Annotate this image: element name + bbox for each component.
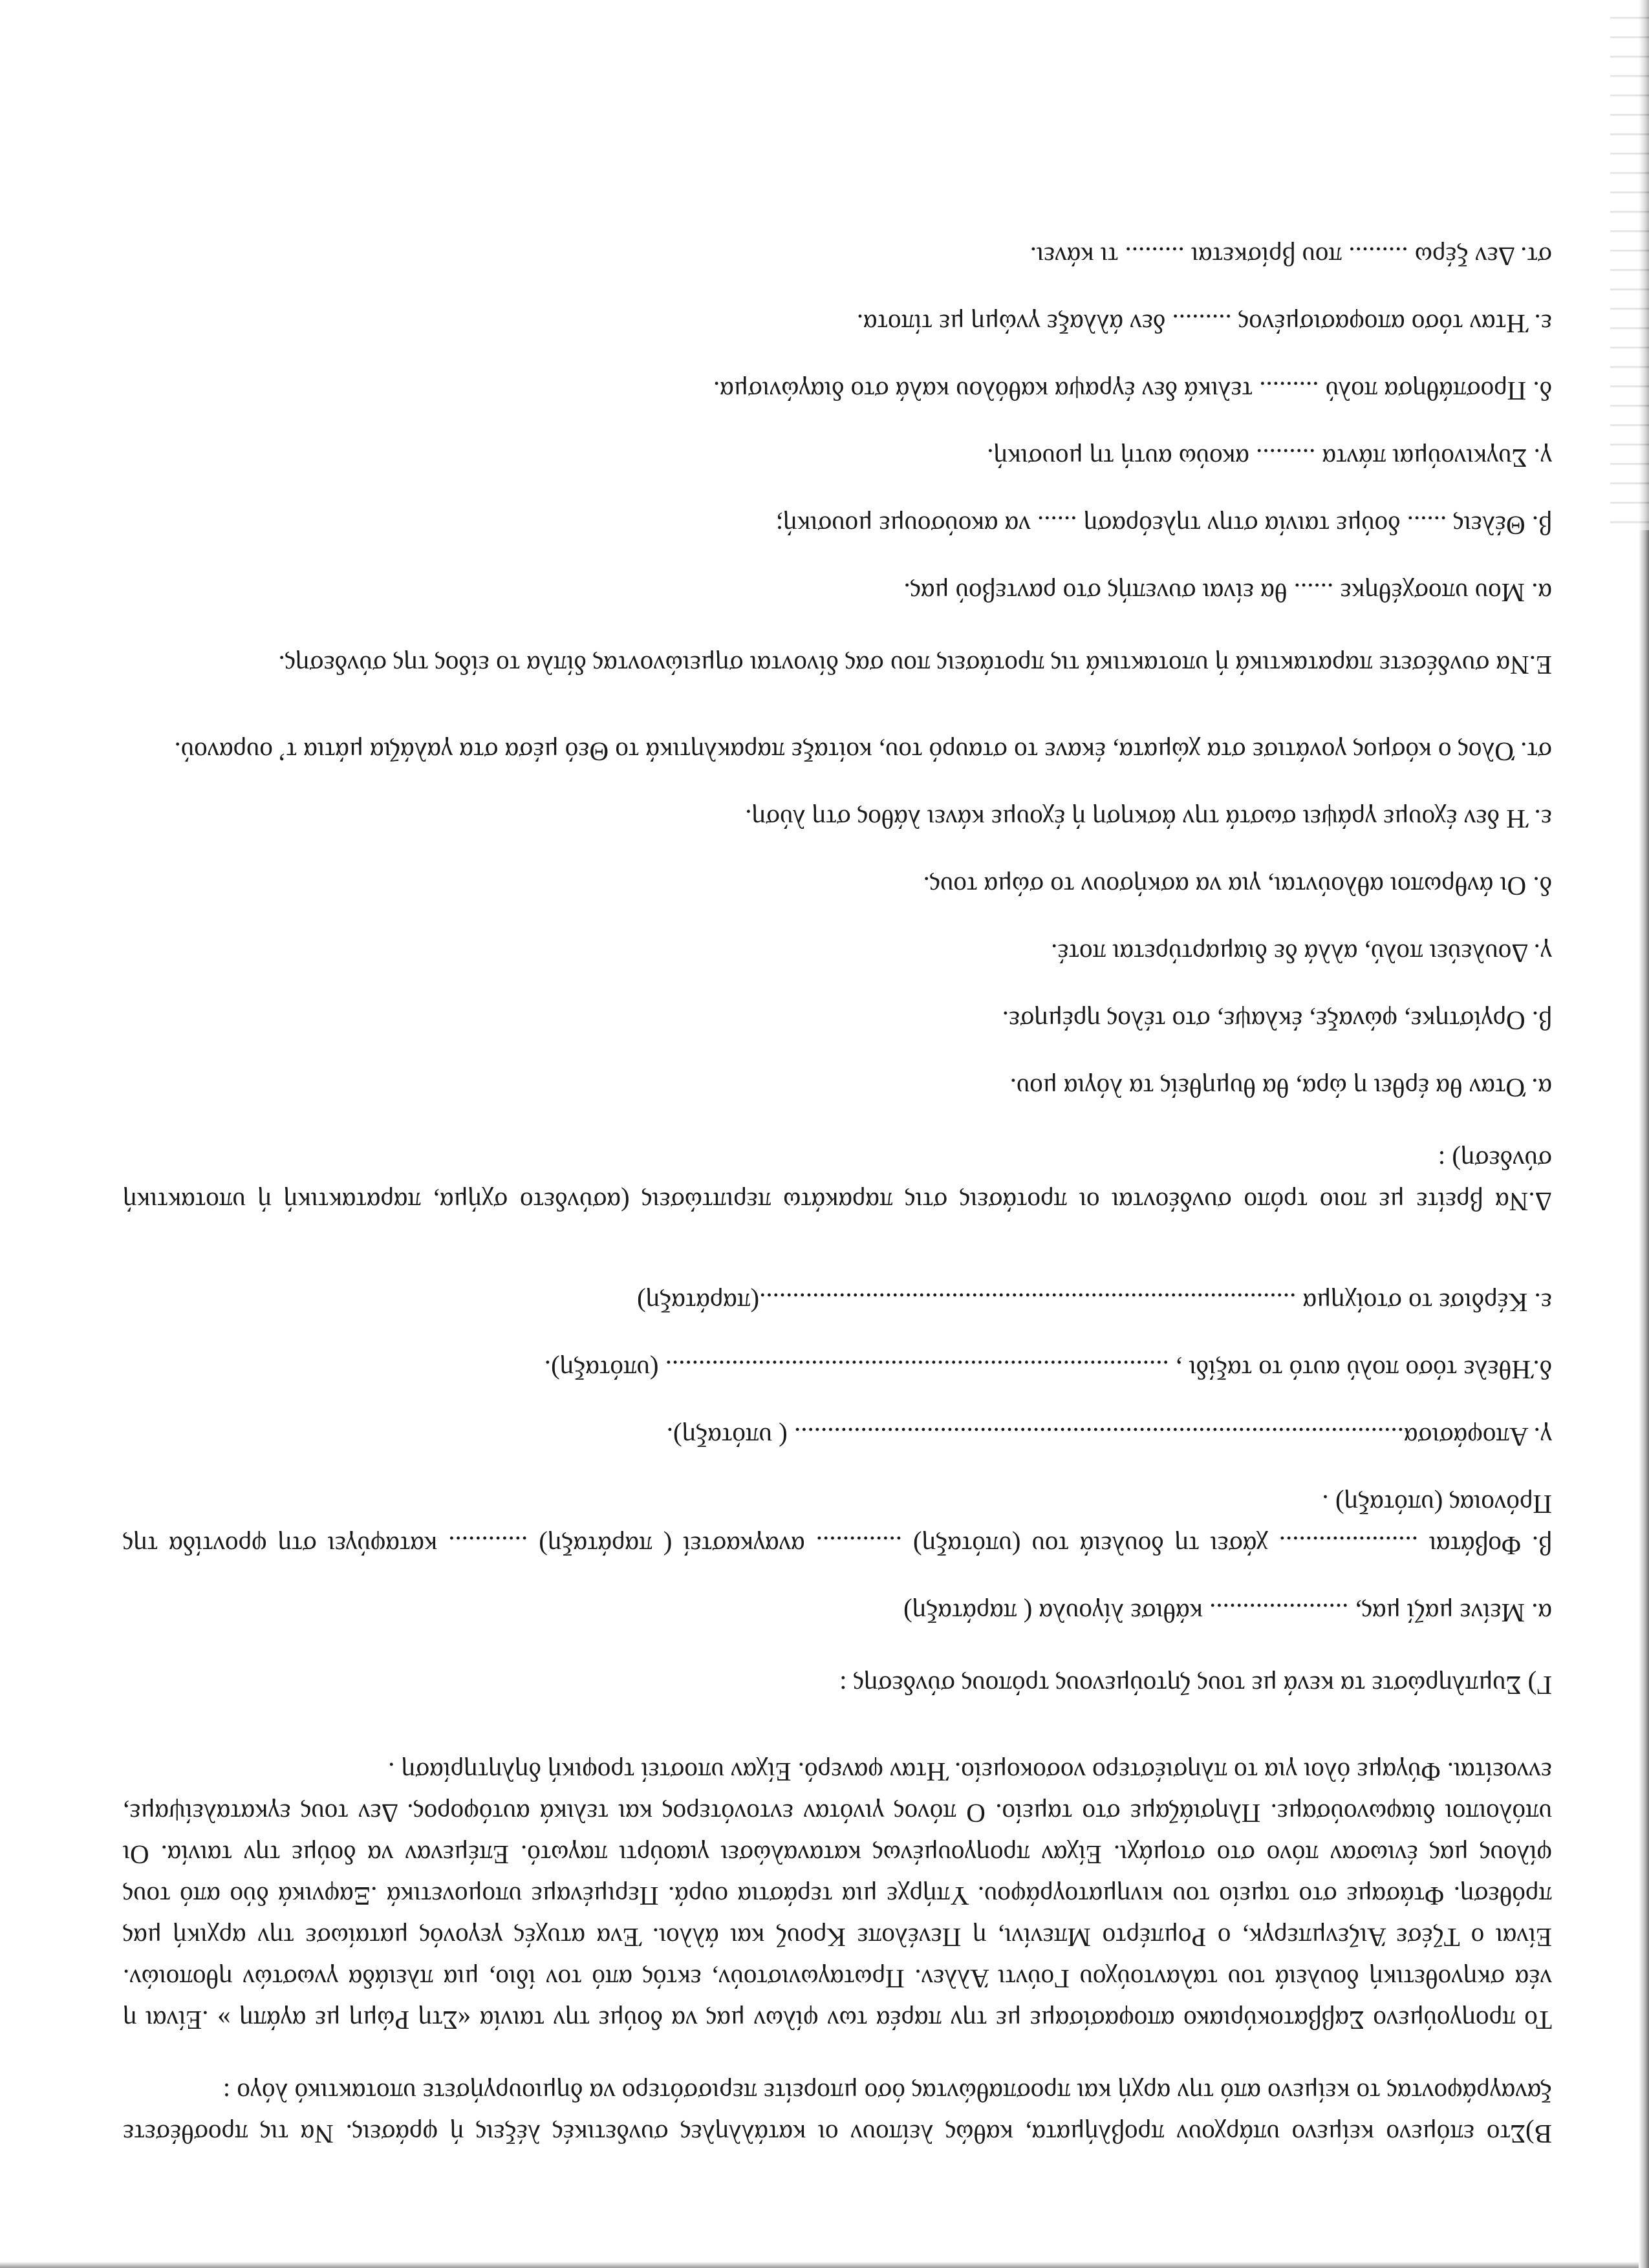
section-g xyxy=(123,1282,1552,1706)
section-e-heading: Ε.Να συνδέσετε παρατακτικά ή υποτακτικά τις προτάσεις που σας δίνονται σημειώνοντας δίπλα το είδος της σύνδεσης. xyxy=(278,650,1552,680)
section-e-item-f: στ. Δεν ξέρω ......... που βρίσκεται ......... τι κάνει. xyxy=(1029,242,1552,272)
section-d-item-f: στ. Όλος ο κόσμος γονάτισε στα χώματα, έκανε το σταυρό του, κοίταξε παρακλητικά το Θεό μέσα στα γαλάζια μάτια τ’ ουρανού. xyxy=(174,737,1552,767)
section-g-item-a: α. Μείνε μαζί μας, ..................... κάθισε λίγουλα ( παράταξη) xyxy=(903,1598,1552,1628)
section-b xyxy=(123,1751,1552,2155)
scan-edge-shadow-top xyxy=(0,2262,1649,2268)
section-g-item-d: δ.Ήθελε τόσο πολύ αυτό το ταξίδι , ............................................................................ (υπόταξη). xyxy=(544,1355,1552,1385)
section-d-item-d: δ. Οι άνθρωποι αθλούνται, για να ασκήσουν το σώμα τους. xyxy=(923,872,1552,901)
section-e xyxy=(123,236,1552,686)
section-e-item-d: δ. Προσπάθησα πολύ ......... τελικά δεν έγραψα καθόλου καλά στο διαγώνισμα. xyxy=(713,376,1552,406)
section-b-heading: Β)Στο επόμενο κείμενο υπάρχουν προβλήματα, καθώς λείπουν οι κατάλληλες συνδετικές λέξεις ή φράσεις. Να τις προσθέσετε ξαναγράφοντας το κείμενο από την αρχή και προσπαθώντας όσο μπορείτε περισσότερο να δημιουργήσετε υποτακτικό λόγο : xyxy=(123,2078,1552,2149)
section-d-item-b: β. Οργίστηκε, φώναξε, έκλαψε, στο τέλος ηρέμησε. xyxy=(1002,1006,1552,1036)
section-d-item-a: α. Όταν θα έρθει η ώρα, θα θυμηθείς τα λόγια μου. xyxy=(1009,1073,1552,1103)
section-g-item-b: β. Φοβάται ..................... χάσει τη δουλειά του (υπόταξη) ............. αναγκαστεί ( παράταξη) ............ καταφύγει στη φροντίδα της Πρόνοιας (υπόταξη) . xyxy=(123,1490,1552,1561)
worksheet-content xyxy=(123,222,1552,2155)
section-d-item-e: ε. Ή δεν έχουμε γράψει σωστά την άσκηση ή έχουμε κάνει λάθος στη λύση. xyxy=(745,804,1552,834)
section-e-item-e: ε. Ήταν τόσο αποφασισμένος ......... δεν άλλαξε γνώμη με τίποτα. xyxy=(856,309,1552,339)
section-d-item-c: γ. Δουλεύει πολύ, αλλά δε διαμαρτύρεται ποτέ. xyxy=(1051,939,1552,968)
section-d-heading: Δ.Να βρείτε με ποιο τρόπο συνδέονται οι προτάσεις στις παρακάτω περιπτώσεις (ασύνδετο σχήμα, παρατακτική ή υποτακτική σύνδεση) : xyxy=(123,1146,1552,1217)
section-g-item-e: ε. Κέρδισε το στοίχημα .................................................................................(παράταξη) xyxy=(637,1288,1552,1318)
section-e-item-c: γ. Συγκινούμαι πάντα ......... ακούω αυτή τη μουσική. xyxy=(987,444,1552,473)
section-g-heading: Γ) Συμπληρώστε τα κενά με τους ζητούμενους τρόπους σύνδεσης : xyxy=(839,1671,1552,1700)
section-e-item-b: β. Θέλεις ...... δούμε ταινία στην τηλεόραση ...... να ακούσουμε μουσική; xyxy=(775,511,1552,540)
section-b-passage: Το προηγούμενο Σαββατοκύριακο αποφασίσαμε με την παρέα των φίλων μας να δούμε την ταινία «Στη Ρώμη με αγάπη » .Είναι η νέα σκηνοθετική δουλειά του ταλαντούχου Γούντι Άλλεν. Πρωταγωνιστούν, εκτός από τον ίδιο, μια πλειάδα γνωστών ηθοποιών. Είναι ο Τζέσε Άιζενμπεργκ, ο Ρομπέρτο Μπενίνι, η Πενέλοπε Κρουζ και άλλοι. Ένα ατυχές γεγονός ματαίωσε την αρχική μας πρόθεση. Φτάσαμε στο ταμείο του κινηματογράφου. Υπήρχε μια τεράστια ουρά. Περιμέναμε υπομονετικά .Ξαφνικά δύο από τους φίλους μας ένιωσαν πόνο στο στομάχι. Είχαν προηγουμένως καταναλώσει γιαούρτι παγωτό. Επέμεναν να δούμε την ταινία. Οι υπόλοιποι διαφωνούσαμε. Πλησιάζαμε στο ταμείο. Ο πόνος γινόταν εντονότερος και τελικά αυτόφορος. Δεν τους εγκαταλείψαμε, εννοείται. Φύγαμε όλοι για το πλησιέστερο νοσοκομείο. Ήταν φανερό. Είχαν υποστεί τροφική δηλητηρίαση . xyxy=(123,1757,1552,2035)
section-g-item-c: γ. Αποφάσισα............................................................................................ ( υπόταξη). xyxy=(666,1422,1552,1452)
section-e-item-a: α. Μου υποσχέθηκε ...... θα είναι συνεπής στο ραντεβού μας. xyxy=(903,578,1552,608)
section-d xyxy=(123,731,1552,1223)
scan-specks xyxy=(1610,0,1649,530)
